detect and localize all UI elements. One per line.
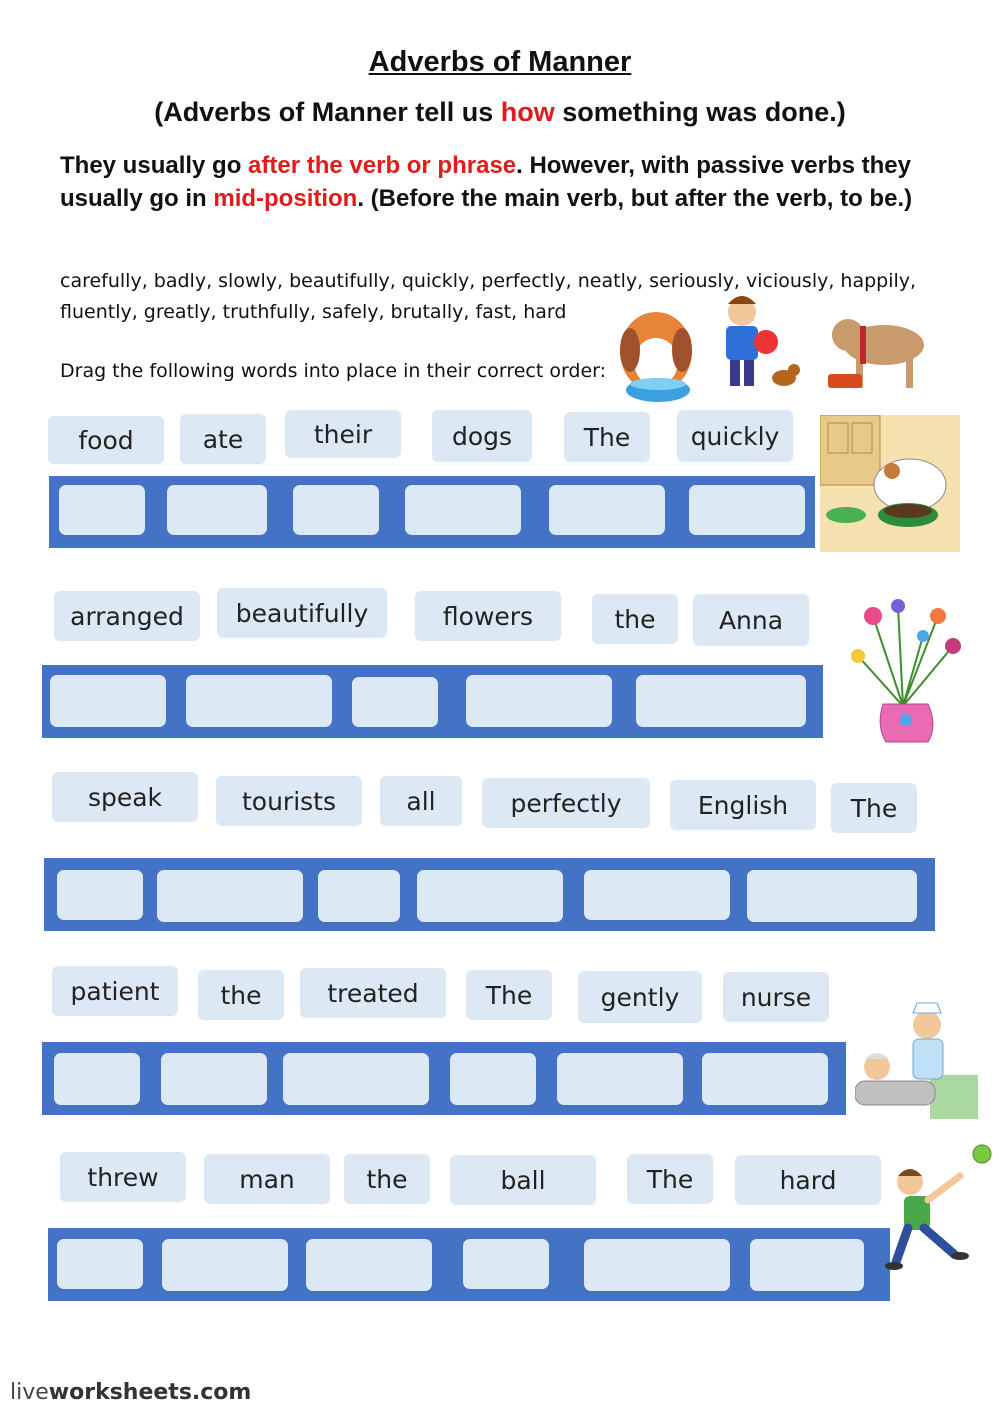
page-title: Adverbs of Manner [368,46,632,78]
word-tile[interactable]: patient [52,966,178,1016]
drop-slot[interactable] [57,870,143,920]
answer-bar [49,476,815,548]
word-tile[interactable]: treated [300,968,446,1018]
drop-slot[interactable] [157,870,303,922]
answer-bar [48,1228,890,1301]
word-tile[interactable]: ate [180,414,266,464]
word-tile[interactable]: the [592,594,678,644]
drop-slot[interactable] [283,1053,429,1105]
drop-slot[interactable] [689,485,805,535]
drop-slot[interactable] [750,1239,864,1291]
drop-slot[interactable] [549,485,665,535]
drop-slot[interactable] [405,485,521,535]
word-tile[interactable]: all [380,776,462,826]
word-tile[interactable]: The [627,1154,713,1204]
drop-slot[interactable] [161,1053,267,1105]
word-tile[interactable]: food [48,416,164,464]
word-tile[interactable]: The [564,412,650,462]
drop-slot[interactable] [59,485,145,535]
word-tile[interactable]: the [198,970,284,1020]
answer-bar [44,858,935,931]
drop-slot[interactable] [162,1239,288,1291]
word-tile[interactable]: quickly [677,410,793,462]
drop-slot[interactable] [293,485,379,535]
word-tile[interactable]: the [344,1154,430,1204]
drop-slot[interactable] [450,1053,536,1105]
dogs-eating-illustration [616,290,936,415]
word-tile[interactable]: perfectly [482,778,650,828]
drop-slot[interactable] [747,870,917,922]
instruction-text: Drag the following words into place in their correct order: [60,360,607,382]
word-tile[interactable]: tourists [216,776,362,826]
word-tile[interactable]: English [670,780,816,830]
word-tile[interactable]: nurse [723,972,829,1022]
footer-brand[interactable]: liveworksheets.com [10,1380,252,1405]
word-tile[interactable]: speak [52,772,198,822]
subtitle: (Adverbs of Manner tell us how something was done.) [154,97,846,127]
drop-slot[interactable] [557,1053,683,1105]
drop-slot[interactable] [306,1239,432,1291]
drop-slot[interactable] [186,675,332,727]
word-tile[interactable]: The [466,970,552,1020]
nurse-patient-illustration [855,995,980,1120]
word-tile[interactable]: hard [735,1155,881,1205]
word-tile[interactable]: gently [578,971,702,1023]
word-tile[interactable]: beautifully [217,588,387,638]
word-tile[interactable]: man [204,1154,330,1204]
man-throwing-ball-illustration [882,1142,997,1272]
answer-bar [42,1042,846,1115]
word-tile[interactable]: Anna [693,594,809,646]
word-tile[interactable]: flowers [415,591,561,641]
drop-slot[interactable] [167,485,267,535]
adverb-word-list: carefully, badly, slowly, beautifully, quickly, perfectly, neatly, seriously, viciously, happily, fluently, greatly, truthfully, safely, brutally, fast, hard [60,270,917,323]
drop-slot[interactable] [50,675,166,727]
drop-slot[interactable] [417,870,563,922]
answer-bar [42,665,823,738]
drop-slot[interactable] [702,1053,828,1105]
rule-text: They usually go after the verb or phrase. However, with passive verbs they usually go in mid-position. (Before the main verb, but after the verb, to be.) [60,152,913,212]
word-tile[interactable]: dogs [432,410,532,462]
flower-vase-illustration [838,596,968,746]
drop-slot[interactable] [318,870,400,922]
word-tile[interactable]: arranged [54,591,200,641]
dog-bowl-illustration [820,415,960,552]
drop-slot[interactable] [584,870,730,920]
word-tile[interactable]: their [285,410,401,458]
drop-slot[interactable] [636,675,806,727]
drop-slot[interactable] [584,1239,730,1291]
drop-slot[interactable] [352,677,438,727]
word-tile[interactable]: The [831,783,917,833]
drop-slot[interactable] [466,675,612,727]
drop-slot[interactable] [54,1053,140,1105]
word-tile[interactable]: threw [60,1152,186,1202]
drop-slot[interactable] [463,1239,549,1289]
drop-slot[interactable] [57,1239,143,1289]
word-tile[interactable]: ball [450,1155,596,1205]
